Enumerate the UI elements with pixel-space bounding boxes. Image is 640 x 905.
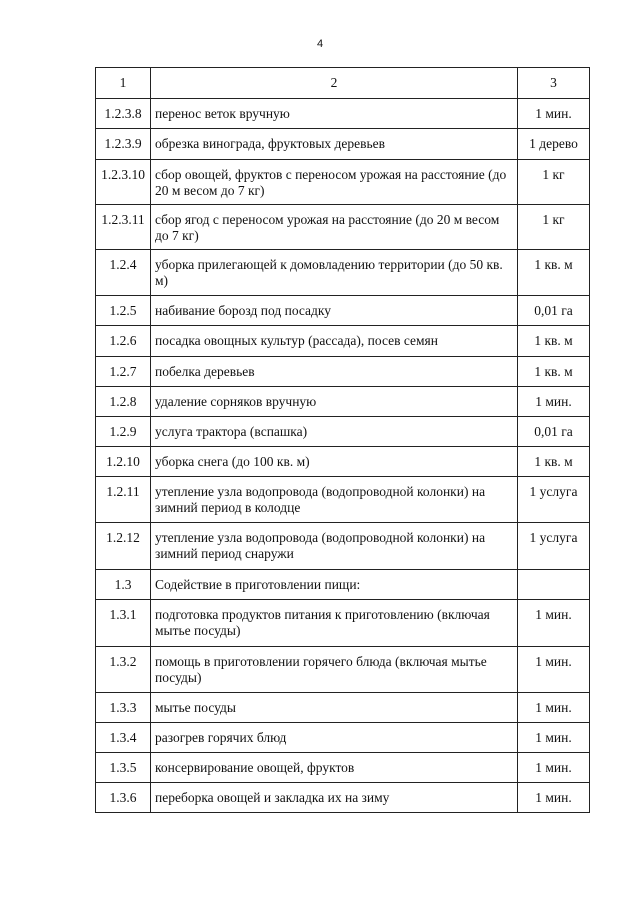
header-col-2: 2: [151, 68, 518, 99]
row-description: утепление узла водопровода (водопроводной колонки) на зимний период снаружи: [151, 523, 518, 570]
header-col-3: 3: [518, 68, 590, 99]
table-row: [96, 205, 590, 250]
row-description: уборка прилегающей к домовладению территории (до 50 кв. м): [151, 250, 518, 296]
table-row: [96, 387, 590, 417]
row-unit: 1 кг: [518, 160, 590, 205]
row-number: 1.3.5: [96, 753, 151, 783]
row-unit: 1 мин.: [518, 693, 590, 723]
table-row: [96, 417, 590, 447]
row-description: перенос веток вручную: [151, 99, 518, 129]
row-number: 1.2.8: [96, 387, 151, 417]
row-unit: 1 услуга: [518, 523, 590, 570]
row-number: 1.2.7: [96, 357, 151, 387]
row-unit: 1 кв. м: [518, 357, 590, 387]
row-description: сбор овощей, фруктов с переносом урожая на расстояние (до 20 м весом до 7 кг): [151, 160, 518, 205]
row-number: 1.2.3.9: [96, 129, 151, 160]
row-number: 1.2.6: [96, 326, 151, 357]
row-number: 1.3: [96, 570, 151, 600]
row-description: удаление сорняков вручную: [151, 387, 518, 417]
page-number: 4: [316, 38, 324, 50]
table-row: [96, 647, 590, 693]
row-number: 1.3.1: [96, 600, 151, 647]
row-unit: 1 мин.: [518, 753, 590, 783]
table-row: [96, 129, 590, 160]
table-row: [96, 296, 590, 326]
table-row: [96, 570, 590, 600]
row-number: 1.2.9: [96, 417, 151, 447]
table-row: [96, 99, 590, 129]
row-description: набивание борозд под посадку: [151, 296, 518, 326]
row-unit: 1 кв. м: [518, 250, 590, 296]
row-description: разогрев горячих блюд: [151, 723, 518, 753]
row-unit: 0,01 га: [518, 296, 590, 326]
row-number: 1.2.5: [96, 296, 151, 326]
row-number: 1.2.3.10: [96, 160, 151, 205]
table-header-row: [96, 68, 590, 99]
row-unit: 1 кв. м: [518, 326, 590, 357]
row-unit: 1 дерево: [518, 129, 590, 160]
row-number: 1.2.11: [96, 477, 151, 523]
table-row: [96, 693, 590, 723]
row-number: 1.3.3: [96, 693, 151, 723]
row-number: 1.2.4: [96, 250, 151, 296]
row-description: побелка деревьев: [151, 357, 518, 387]
row-number: 1.2.3.8: [96, 99, 151, 129]
table-row: [96, 723, 590, 753]
header-col-1: 1: [96, 68, 151, 99]
row-unit: [518, 570, 590, 600]
row-number: 1.3.6: [96, 783, 151, 813]
row-description: посадка овощных культур (рассада), посев семян: [151, 326, 518, 357]
row-description: Содействие в приготовлении пищи:: [151, 570, 518, 600]
row-unit: 1 мин.: [518, 723, 590, 753]
row-number: 1.2.3.11: [96, 205, 151, 250]
row-description: переборка овощей и закладка их на зиму: [151, 783, 518, 813]
row-description: консервирование овощей, фруктов: [151, 753, 518, 783]
row-unit: 1 мин.: [518, 99, 590, 129]
table-row: [96, 477, 590, 523]
row-unit: 1 мин.: [518, 600, 590, 647]
row-number: 1.2.12: [96, 523, 151, 570]
table-body: [96, 99, 590, 813]
table-row: [96, 160, 590, 205]
row-number: 1.3.4: [96, 723, 151, 753]
row-description: помощь в приготовлении горячего блюда (включая мытье посуды): [151, 647, 518, 693]
row-description: уборка снега (до 100 кв. м): [151, 447, 518, 477]
table-row: [96, 447, 590, 477]
row-description: услуга трактора (вспашка): [151, 417, 518, 447]
row-unit: 0,01 га: [518, 417, 590, 447]
table-row: [96, 523, 590, 570]
row-number: 1.2.10: [96, 447, 151, 477]
table-row: [96, 357, 590, 387]
row-unit: 1 кв. м: [518, 447, 590, 477]
row-description: подготовка продуктов питания к приготовлению (включая мытье посуды): [151, 600, 518, 647]
row-description: обрезка винограда, фруктовых деревьев: [151, 129, 518, 160]
row-unit: 1 кг: [518, 205, 590, 250]
table-row: [96, 753, 590, 783]
row-unit: 1 мин.: [518, 783, 590, 813]
table-row: [96, 783, 590, 813]
row-description: утепление узла водопровода (водопроводной колонки) на зимний период в колодце: [151, 477, 518, 523]
table-row: [96, 600, 590, 647]
services-table: [95, 67, 590, 813]
row-unit: 1 мин.: [518, 647, 590, 693]
row-number: 1.3.2: [96, 647, 151, 693]
row-unit: 1 мин.: [518, 387, 590, 417]
row-description: мытье посуды: [151, 693, 518, 723]
row-unit: 1 услуга: [518, 477, 590, 523]
row-description: сбор ягод с переносом урожая на расстояние (до 20 м весом до 7 кг): [151, 205, 518, 250]
table-row: [96, 326, 590, 357]
table-row: [96, 250, 590, 296]
